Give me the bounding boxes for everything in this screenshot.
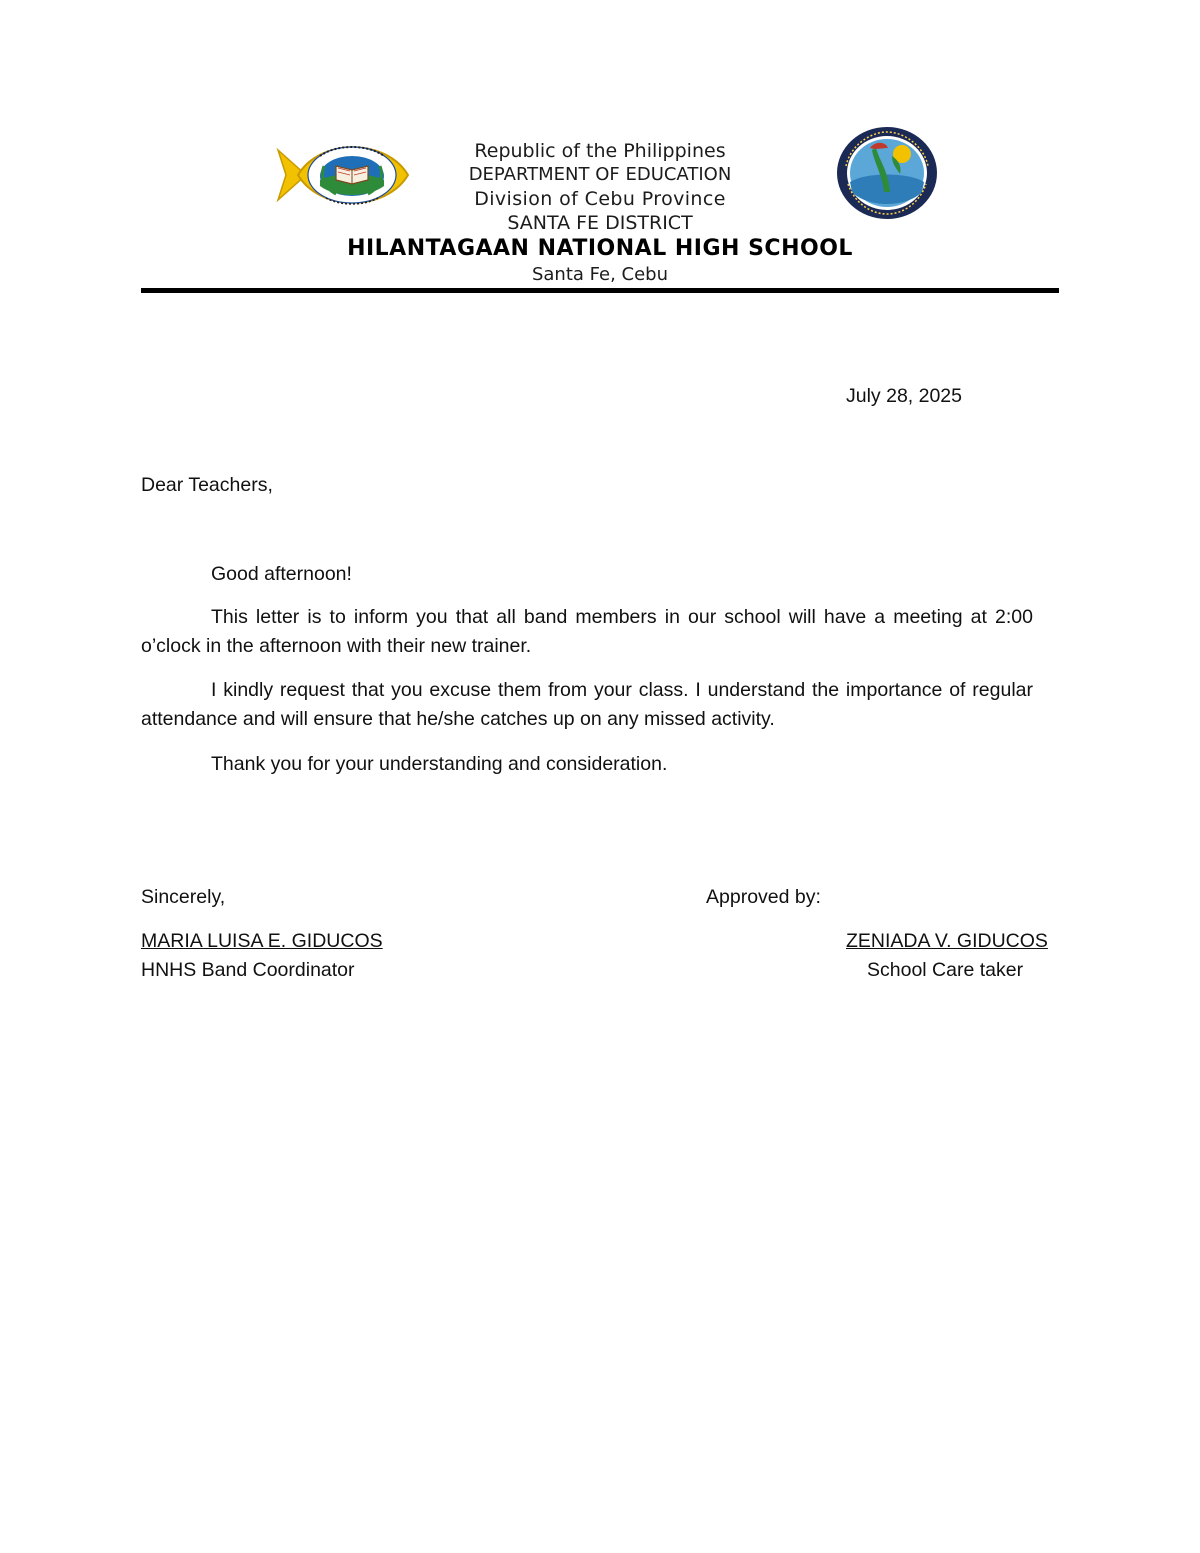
header-address: Santa Fe, Cebu [531,264,669,285]
closing: Sincerely, [141,886,226,908]
header-republic: Republic of the Philippines [474,140,726,162]
header-district: SANTA FE DISTRICT [507,212,693,234]
header-department: DEPARTMENT OF EDUCATION [468,164,732,185]
header-school-name: HILANTAGAAN NATIONAL HIGH SCHOOL [347,236,853,261]
thanks-line: Thank you for your understanding and consideration. [211,753,668,775]
greeting: Good afternoon! [211,563,352,585]
approver-title: School Care taker [867,959,1024,981]
sender-name: MARIA LUISA E. GIDUCOS [141,930,383,952]
approved-by-label: Approved by: [706,886,821,908]
approver-name: ZENIADA V. GIDUCOS [846,930,1048,952]
body-paragraph-1: This letter is to inform you that all band members in our school will have a meeting at 2:00 o’clock in the afternoon with their new trainer. [141,606,1033,657]
salutation: Dear Teachers, [141,474,273,496]
letter-date: July 28, 2025 [846,385,963,407]
letterhead-divider [141,288,1059,293]
header-division: Division of Cebu Province [474,188,726,210]
body-paragraph-2: I kindly request that you excuse them from your class. I understand the importance of regular attendance and will ensure that he/she catches up on any missed activity. [141,679,1033,730]
sender-title: HNHS Band Coordinator [141,959,355,981]
